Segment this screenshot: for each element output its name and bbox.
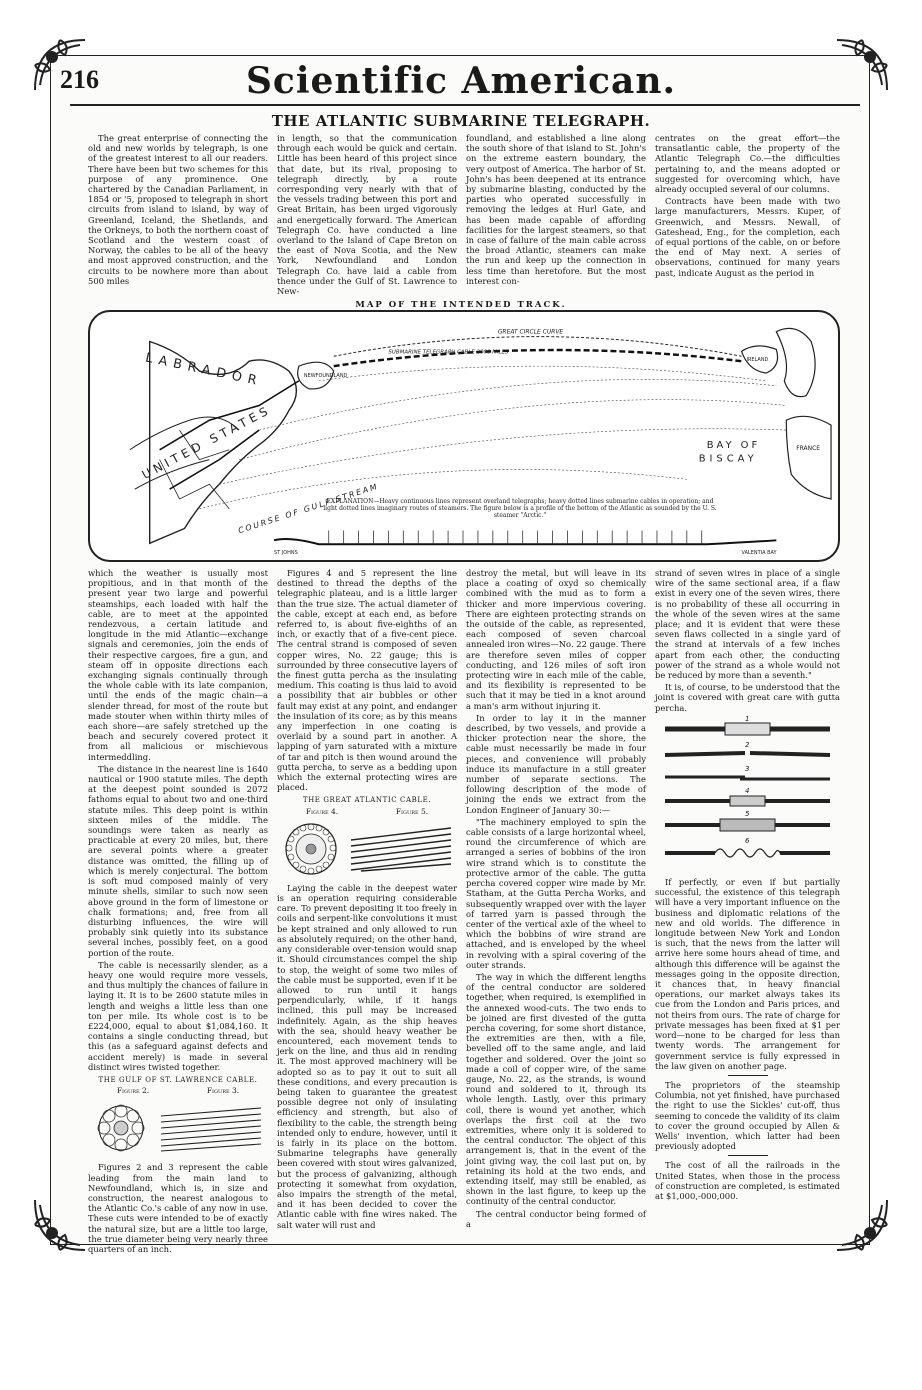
- joint-figure-number: 4: [745, 786, 750, 795]
- bottom-column-3: [466, 568, 646, 1228]
- map-label-valentia: VALENTIA BAY: [741, 550, 777, 557]
- paragraph: The way in which the different lengths of the central conductor are soldered together, when required, is exemplified in the annexed wood-cuts. The two ends to be joined are first divested of the gutta percha covering, for some short distance, the extremities are then, with a file, bevelled off to the same angle, and laid together and soldered. Over the joint so made a coil of copper wire, of the same gauge, No. 22, as the strands, is wound round and soldered to it, through its whole length. Lastly, over this primary coil, there is wound yet another, which overlaps the first coil at the two extremities, where only it is soldered to the central conductor. The object of this arrangement is, that in the event of the joint giving way, the coil last put on, by retaining its hold at the two ends, and extending itself, may still be enabled, as shown in the last figure, to keep up the continuity of the central conductor.: [466, 971, 646, 1207]
- map-label-bay-of: BAY OF: [706, 439, 761, 451]
- joint-figure-number: 1: [745, 714, 750, 723]
- map-caption: MAP OF THE INTENDED TRACK.: [355, 300, 567, 310]
- paragraph: The central conductor being formed of a: [466, 1208, 646, 1229]
- joint-figure-number: 3: [745, 764, 750, 773]
- top-column-4: [655, 133, 840, 298]
- cable-cross-section-figure-2: [96, 1103, 146, 1153]
- map-label-gulf-stream: COURSE OF GULF STREAM: [237, 481, 380, 536]
- figure-label: Figure 4.: [305, 806, 339, 816]
- corner-ornament-bottom-right: [832, 1195, 892, 1255]
- figure-caption: THE GULF OF ST. LAWRENCE CABLE.: [98, 1075, 258, 1084]
- section-divider: [728, 1075, 768, 1076]
- map-label-united-states: UNITED STATES: [139, 402, 274, 482]
- corner-ornament-bottom-left: [30, 1195, 90, 1255]
- paragraph: Figures 2 and 3 represent the cable leading from the main land to Newfoundland, which is, in size and construction, the nearest analogous to the Atlantic Co.'s cable of any now in use. These cuts were intended to be of exactly the natural size, but are a little too large, the true diameter being very nearly three quarters of an inch.: [88, 1162, 268, 1254]
- figure-label: Figure 5.: [395, 806, 429, 816]
- map-label-newfoundland: NEWFOUNDLAND: [303, 372, 348, 379]
- paragraph: It is, of course, to be understood that the joint is covered with great care with gutta percha.: [655, 682, 840, 713]
- paragraph: The distance in the nearest line is 1640 nautical or 1900 statute miles. The depth at the deepest point sounded is 2072 fathoms equal to about two and one-third statute miles. This deep point is within sixteen miles of the middle. The soundings were taken as nearly as practicable at every 20 miles, but, there are several points where a greater distance was omitted, the filling up of which is merely conjectural. The bottom is soft mud composed mainly of very minute shells, similar to such now seen above ground in the form of limestone or chalk formations; and, free from all disturbing influences, the wire will probably sink quietly into its substance several inches, possibly feet, on a good portion of the route.: [88, 763, 268, 958]
- map-label-ireland: IRELAND: [746, 357, 769, 364]
- paragraph: The proprietors of the steamship Columbia, not yet finished, have purchased the right to use the Sickles' cut-off, thus seeming to concede the validity of its claim to cover the ground occupied by Allen & Wells' invention, which latter had been previously adopted: [655, 1079, 840, 1152]
- figure-label: Figure 2.: [116, 1086, 150, 1096]
- joint-figure-number: 2: [745, 740, 750, 749]
- paragraph: strand of seven wires in place of a single wire of the same sectional area, if a flaw exist in every one of the seven wires, there is no probability of these all occurring in the whole of the seven wires at the same place; and it is evident that were these seven flaws collected in a single yard of the strand at intervals of a few inches apart from each other, the conducting power of the strand as a whole would not be reduced by more than a seventh.": [655, 568, 840, 681]
- cable-side-view-figure-3: [161, 1106, 261, 1151]
- map-label-cable-route: SUBMARINE TELEGRAPH CABLE 2000 MILES: [388, 349, 509, 356]
- paragraph: foundland, and established a line along the south shore of that island to St. John's on the extreme eastern boundary, the very outpost of America. The harbor of St. John's has been deepened at its entrance by submarine blasting, conducted by the parties who operated successfully in removing the ledges at Hurl Gate, and has been made capable of affording facilities for the largest steamers, so that in case of failure of the main cable across the broad Atlantic, steamers can make the run and keep up the connection in less time than heretofore. But the most interest con-: [466, 133, 646, 286]
- top-column-3: [466, 133, 646, 298]
- paragraph: "The machinery employed to spin the cable consists of a large horizontal wheel, round the circumference of which are arranged a series of bobbins of the iron wire strand which is to constitute the protective armor of the cable. The gutta percha covered copper wire made by Mr. Statham, at the Gutta Percha Works, and subsequently wrapped over with the layer of tarred yarn is passed through the center of the vertical axle of the wheel to which the bobbins of wire strand are attached, and is enveloped by the wheel in revolving with a spiral covering of the outer strands.: [466, 816, 646, 970]
- map-label-labrador: LABRADOR: [143, 350, 264, 390]
- cable-joint-figures: [655, 715, 840, 875]
- joint-figure-number: 5: [745, 809, 750, 818]
- map-explanation: EXPLANATION—Heavy continuous lines represent overland telegraphs; heavy dotted lines submarine cables in operation; and light dotted lines imaginary routes of steamers. The figure below is a profile of the bottom of the Atlantic as sounded by the U. S. steamer "Arctic.": [323, 498, 717, 519]
- cable-cross-section-figure-4: [284, 822, 338, 876]
- map-label-great-circle: GREAT CIRCLE CURVE: [497, 328, 564, 336]
- masthead: Scientific American.: [245, 60, 677, 102]
- paragraph: which the weather is usually most propitious, and in that month of the present year two large and powerful steamships, each loaded with half the cable, are to meet at the appointed rendezvous, a certain latitude and longitude in the mid Atlantic—exchange signals and ceremonies, join the ends of their respective cargoes, fire a gun, and steam off in opposite directions each exchanging signals continually through the whole cable with its late companion, until the ends of the magic chain—a slender thread, for most of the route but made stouter when within thirty miles of each shore—are safely stretched up the beach and securely covered protect it from all malicious or mischievous intermeddling.: [88, 568, 268, 762]
- paragraph: If perfectly, or even if but partially successful, the existence of this telegraph will have a very important influence on the business and diplomatic relations of the new and old worlds. The difference in longitude between New York and London is such, that the news from the latter will arrive here some hours ahead of time, and although this difference will be against the messages going in the opposite direction, it chances that, in heavy financial operations, our market always takes its cue from the London and Paris prices, and not theirs from ours. The rate of charge for private messages has been fixed at $1 per word—none to be charged for less than twenty words. The arrangement for government service is fully expressed in the law given on another page.: [655, 877, 840, 1071]
- paragraph: In order to lay it in the manner described, by two vessels, and provide a thicker protection near the shore, the cable must necessarily be made in four pieces, and convenience will probably induce its manufacture in a still greater number of separate sections. The following description of the mode of joining the ends we extract from the London Engineer of January 30:—: [466, 712, 646, 815]
- paragraph: Laying the cable in the deepest water is an operation requiring considerable care. To prevent depositing it too freely in coils and serpent-like convolutions it must be kept strained and only allowed to run as absolutely required; on the other hand, any considerable over-tension would snap it. Should circumstances compel the ship to stop, the weight of some two miles of the cable must be supported, even if it be allowed to run until it hangs perpendicularly, while, if it hangs inclined, this pull may be increased indefinitely. Again, as the ship heaves with the sea, should heavy weather be encountered, each movement tends to jerk on the line, and thus aid in rending it. The most approved machinery will be adopted so as to pay it out to suit all these conditions, and every precaution is being taken to guarantee the greatest possible degree not only of insulating efficiency and strength, but also of flexibility to the cable, the strength being intended only to endure, however, until it is fairly in its place on the bottom. Submarine telegraphs have generally been covered with stout wires galvanized, but the process of galvanizing, although protecting it somewhat from oxydation, also impairs the strength of the metal, and it has been decided to cover the Atlantic cable with fine wires naked. The salt water will rust and: [277, 882, 457, 1230]
- page-number: 216: [60, 65, 99, 94]
- top-column-1: [88, 133, 268, 298]
- map-label-biscay: BISCAY: [698, 453, 758, 465]
- paragraph: The cable is necessarily slender, as a heavy one would require more vessels, and thus multiply the chances of failure in laying it. It is to be 2600 statute miles in length and weighs a little less than one ton per mile. Its whole cost is to be £224,000, equal to about $1,084,160. It contains a single conducting thread, but this (as a safeguard against defects and accident merely) is made in several distinct wires twisted together.: [88, 959, 268, 1072]
- paragraph: in length, so that the communication through each would be quick and certain. Little has been heard of this project since that date, but its rival, proposing to telegraph directly, by a route corresponding very nearly with that of the vessels trading between this port and Great Britain, has been urged vigorously and energetically forward. The American Telegraph Co. have conducted a line overland to the Island of Cape Breton on the east of Nova Scotia, and the New York, Newfoundland and London Telegraph Co. have laid a cable from thence under the Gulf of St. Lawrence to New-: [277, 133, 457, 297]
- atlantic-map: [88, 310, 840, 562]
- figure-caption: THE GREAT ATLANTIC CABLE.: [302, 796, 432, 805]
- bottom-column-2: [277, 568, 457, 1228]
- bottom-column-4: [655, 568, 840, 1228]
- masthead-rule: [70, 104, 860, 106]
- paragraph: Contracts have been made with two large manufacturers, Messrs. Kuper, of Greenwich, and Messrs. Newall, of Gateshead, Eng., for the completion, each of equal portions of the cable, on or before the end of May next. A series of observations, continued for many years past, indicate August as the period in: [655, 196, 840, 278]
- paragraph: The great enterprise of connecting the old and new worlds by telegraph, is one of the greatest interest to all our readers. There have been but two schemes for this purpose of any prominence. One chartered by the Canadian Parliament, in 1854 or '5, proposed to telegraph in short circuits from island to island, by way of Greenland, Iceland, the Shetlands, and the Orkneys, to both the northern coast of Scotland and the western coast of Norway, the cables to be all of the heavy and most approved construction, and the circuits to be nowhere more than about 500 miles: [88, 133, 268, 286]
- paragraph: Figures 4 and 5 represent the line destined to thread the depths of the telegraphic plateau, and is a little larger than the true size. The actual diameter of the cable, except at each end, as before referred to, is about five-eighths of an inch, or exactly that of a five-cent piece. The central strand is composed of seven copper wires, No. 22 gauge; this is surrounded by three consecutive layers of the finest gutta percha as the insulating medium. This coating is thus laid to avoid a possibility that air bubbles or other fault may exist at any point, and endanger the insulation of its core; as by this means any imperfection in one coating is overlaid by a sound part in another. A lapping of yarn saturated with a mixture of tar and pitch is then wound around the gutta percha, to serve as a bedding upon which the external protecting wires are placed.: [277, 568, 458, 793]
- map-label-france: FRANCE: [796, 444, 820, 452]
- paragraph: The cost of all the railroads in the United States, when those in the process of construction are completed, is estimated at $1,000,-000,000.: [655, 1160, 840, 1201]
- map-label-st-johns: ST JOHNS: [274, 550, 298, 557]
- paragraph: destroy the metal, but will leave in its place a coating of oxyd so chemically combined with the mud as to form a thicker and more impervious covering. There are eighteen protecting strands on the outside of the cable, as represented, each composed of seven charcoal annealed iron wires—No. 22 gauge. There are therefore seven miles of copper conducting, and 126 miles of soft iron protecting wire in each mile of the cable, and its flexibility is represented to be such that it may be tied in a knot around a man's arm without injuring it.: [466, 568, 646, 711]
- section-divider: [728, 1155, 768, 1156]
- article-title: THE ATLANTIC SUBMARINE TELEGRAPH.: [271, 112, 651, 130]
- joint-figure-number: 6: [745, 836, 750, 845]
- figure-label: Figure 3.: [206, 1086, 240, 1096]
- top-column-2: [277, 133, 457, 298]
- cable-side-view-figure-5: [351, 826, 451, 871]
- paragraph: centrates on the great effort—the transatlantic cable, the property of the Atlantic Telegraph Co.—the difficulties pertaining to, and the means adopted or suggested for overcoming which, have already occupied several of our columns.: [655, 133, 840, 195]
- bottom-column-1: [88, 568, 268, 1254]
